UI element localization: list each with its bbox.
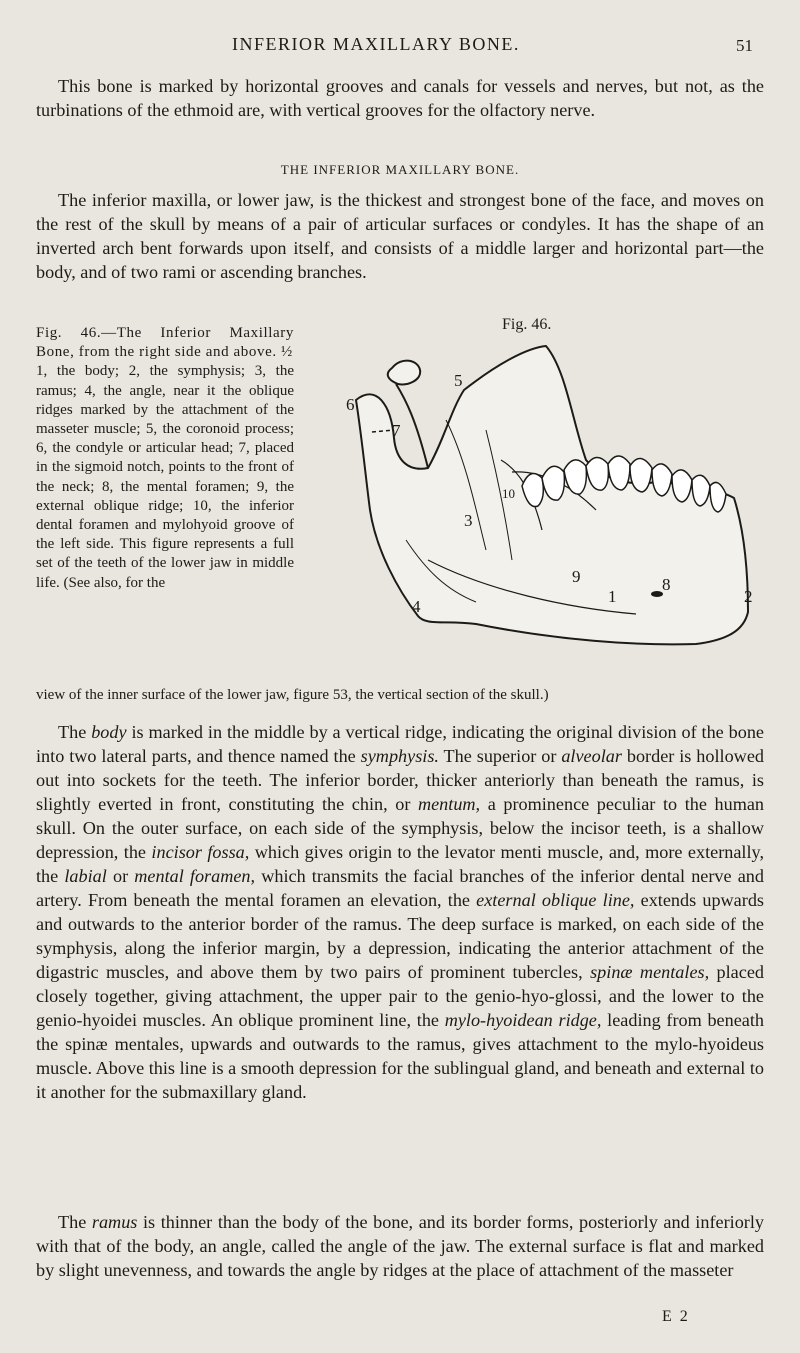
- marker-3: 3: [464, 511, 473, 530]
- figure-caption: [36, 324, 294, 593]
- section-heading: THE INFERIOR MAXILLARY BONE.: [280, 162, 520, 177]
- marker-5: 5: [454, 371, 463, 390]
- marker-1: 1: [608, 587, 617, 606]
- marker-8: 8: [662, 575, 671, 594]
- signature-mark: E 2: [662, 1308, 690, 1325]
- caption-continuation: view of the inner surface of the lower jaw, figure 53, the vertical section of the skull.): [36, 687, 549, 703]
- caption-title: Fig. 46.—The Inferior Maxillary Bone, from the right side and above. ½: [36, 325, 294, 361]
- caption-body: 1, the body; 2, the symphysis; 3, the ramus; 4, the angle, near it the oblique ridges marked by the attachment of the masseter muscle; 5, the coronoid process; 6, the condyle or articular head; 7, placed in the sigmoid notch, points to the front of the neck; 8, the mental foramen; 9, the external oblique ridge; 10, the inferior dental foramen and mylohyoid groove of the left side. This figure represents a full set of the teeth of the lower jaw in middle life. (See also, for the: [36, 363, 294, 591]
- marker-9: 9: [572, 567, 581, 586]
- marker-2: 2: [744, 587, 753, 606]
- body-paragraph: The body is marked in the middle by a vertical ridge, indicating the original division of the bone into two lateral parts, and thence named the symphysis. The superior or alveolar border is hollowed out into sockets for the teeth. The inferior border, thicker anteriorly than beneath the ramus, is slightly everted in front, constituting the chin, or mentum, a prominence peculiar to the human skull. On the outer surface, on each side of the symphysis, below the incisor teeth, is a shallow depression, the incisor fossa, which gives origin to the levator menti muscle, and, more externally, the labial or mental foramen, which transmits the facial branches of the inferior dental nerve and artery. From beneath the mental foramen an elevation, the external oblique line, extends upwards and outwards to the anterior border of the ramus. The deep surface is marked, on each side of the symphysis, along the inferior margin, by a depression, indicating the anterior attachment of the digastric muscles, and above them by two pairs of prominent tubercles, spinæ mentales, placed closely together, giving attachment, the upper pair to the genio-hyo-glossi, and the lower to the genio-hyoidei muscles. An oblique prominent line, the mylo-hyoidean ridge, leading from beneath the spinæ mentales, upwards and outwards to the ramus, gives attachment to the mylo-hyoideus muscle. Above this line is a smooth depression for the sublingual gland, and beneath and external to it another for the submaxillary gland.: [36, 722, 765, 1102]
- marker-10: 10: [502, 486, 515, 501]
- section-paragraph: The inferior maxilla, or lower jaw, is the thickest and strongest bone of the face, and moves on the rest of the skull by means of a pair of articular surfaces or condyles. It has the shape of an inverted arch bent forwards upon itself, and consists of a middle larger and horizontal part—the body, and of two rami or ascending branches.: [36, 190, 764, 282]
- intro-paragraph: This bone is marked by horizontal grooves and canals for vessels and nerves, but not, as the turbinations of the ethmoid are, with vertical grooves for the olfactory nerve.: [36, 76, 764, 120]
- mandible-illustration: [336, 340, 776, 670]
- running-head: [0, 34, 800, 58]
- figure-label: Fig. 46.: [502, 316, 552, 333]
- page-number: 51: [736, 36, 753, 55]
- marker-7: 7: [392, 421, 401, 440]
- marker-4: 4: [412, 597, 421, 616]
- ramus-paragraph: The ramus is thinner than the body of the bone, and its border forms, posteriorly and inferiorly with that of the body, an angle, called the angle of the jaw. The external surface is flat and marked by slight unevenness, and towards the angle by ridges at the place of attachment of the masseter: [36, 1212, 764, 1280]
- running-title: INFERIOR MAXILLARY BONE.: [232, 34, 520, 54]
- marker-6: 6: [346, 395, 355, 414]
